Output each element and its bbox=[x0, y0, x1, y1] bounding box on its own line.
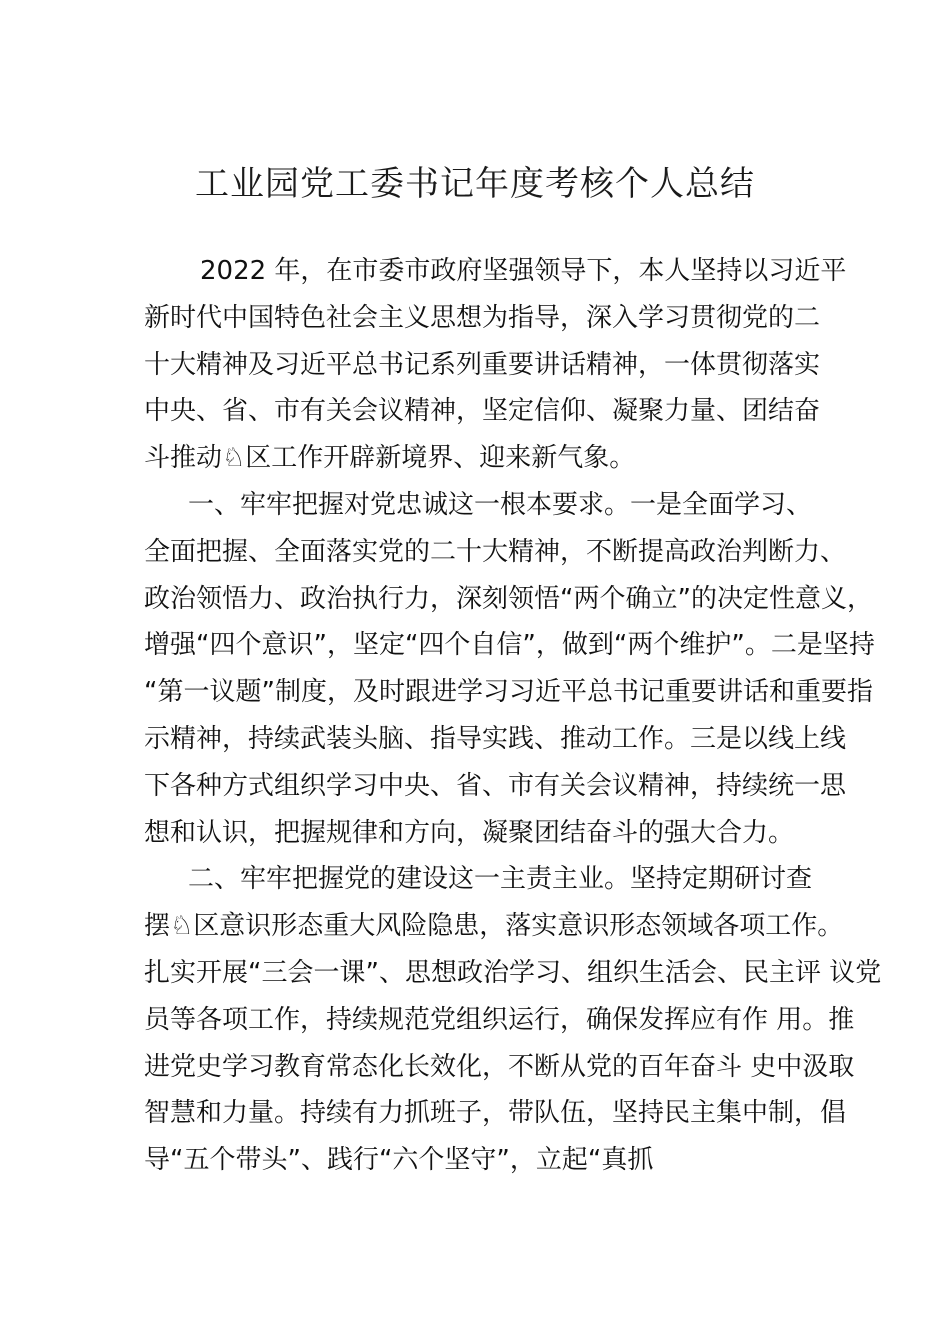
text-line: 进党史学习教育常态化长效化，不断从党的百年奋斗 史中汲取 bbox=[144, 1051, 855, 1082]
document-body bbox=[144, 248, 882, 1184]
document-title: 工业园党工委书记年度考核个人总结 bbox=[195, 164, 755, 204]
text-line: “第一议题”制度，及时跟进学习习近平总书记重要讲话和重要指 bbox=[144, 677, 873, 708]
text-line: 2022 年，在市委市政府坚强领导下，本人坚持以习近平 bbox=[200, 256, 847, 286]
text-line: 智慧和力量。持续有力抓班子，带队伍，坚持民主集中制，倡 bbox=[144, 1098, 847, 1129]
text-line: 增强“四个意识”，坚定“四个自信”，做到“两个维护”。二是坚持 bbox=[144, 630, 875, 661]
section-heading-line: 一、牢牢把握对党忠诚这一根本要求。一是全面学习、 bbox=[188, 489, 813, 520]
text-line: 想和认识，把握规律和方向，凝聚团结奋斗的强大合力。 bbox=[144, 817, 795, 848]
text-line: 下各种方式组织学习中央、省、市有关会议精神，持续统一思 bbox=[144, 770, 847, 801]
text-line: 扎实开展“三会一课”、思想政治学习、组织生活会、民主评 议党 bbox=[144, 957, 882, 988]
text-line: 全面把握、全面落实党的二十大精神，不断提高政治判断力、 bbox=[144, 536, 847, 567]
text-line: 十大精神及习近平总书记系列重要讲话精神，一体贯彻落实 bbox=[144, 349, 821, 380]
text-line: 导“五个带头”、践行“六个坚守”，立起“真抓 bbox=[144, 1145, 654, 1176]
text-line: 新时代中国特色社会主义思想为指导，深入学习贯彻党的二 bbox=[144, 302, 821, 333]
text-line: 员等各项工作，持续规范党组织运行，确保发挥应有作 用。推 bbox=[144, 1004, 855, 1035]
text-line: 政治领悟力、政治执行力，深刻领悟“两个确立”的决定性意义， bbox=[144, 583, 873, 614]
text-line: 摆♘区意识形态重大风险隐患，落实意识形态领域各项工作。 bbox=[144, 911, 844, 942]
text-line: 斗推动♘区工作开辟新境界、迎来新气象。 bbox=[144, 443, 636, 474]
text-line: 中央、省、市有关会议精神，坚定信仰、凝聚力量、团结奋 bbox=[144, 396, 821, 427]
section-heading-line: 二、牢牢把握党的建设这一主责主业。坚持定期研讨查 bbox=[188, 864, 813, 895]
text-line: 示精神，持续武装头脑、指导实践、推动工作。三是以线上线 bbox=[144, 723, 847, 754]
